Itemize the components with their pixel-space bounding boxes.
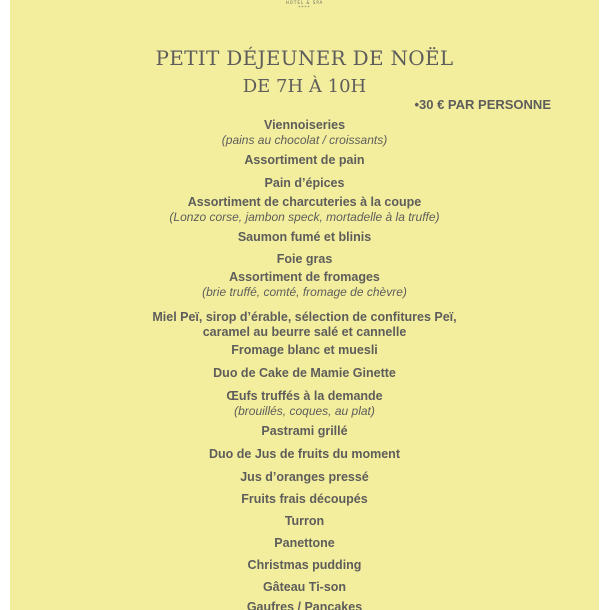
menu-item-name: Viennoiseries (263, 118, 346, 132)
hotel-rating: **** (298, 5, 311, 10)
menu-item-name-line2: caramel au beurre salé et cannelle (202, 325, 407, 339)
menu-item (10, 230, 599, 245)
hotel-name: HOTEL & SPA (285, 0, 324, 5)
menu-title: PETIT DÉJEUNER DE NOËL (155, 46, 454, 70)
menu-item (10, 536, 599, 551)
menu-item (10, 600, 599, 610)
menu-item-name: Gaufres / Pancakes (246, 600, 363, 610)
menu-item (10, 310, 599, 340)
menu-item (10, 153, 599, 168)
menu-item-name: Duo de Jus de fruits du moment (209, 447, 400, 461)
menu-item (10, 118, 599, 147)
menu-item-name: Panettone (274, 536, 335, 550)
menu-item-detail: (brie truffé, comté, fromage de chèvre) (202, 285, 407, 299)
menu-item (10, 366, 599, 381)
menu-item (10, 195, 599, 224)
menu-item-detail: (pains au chocolat / croissants) (221, 133, 388, 147)
menu-page (10, 0, 599, 610)
menu-item-name: Saumon fumé et blinis (237, 230, 372, 244)
menu-item (10, 252, 599, 267)
menu-item-name: Foie gras (276, 252, 333, 266)
menu-item-name: Miel Peï, sirop d’érable, sélection de confitures Peï, (152, 310, 457, 324)
menu-item-detail: (Lonzo corse, jambon speck, mortadelle à la truffe) (169, 210, 440, 224)
menu-item-name: Turron (284, 514, 325, 528)
menu-item (10, 424, 599, 439)
menu-item (10, 470, 599, 485)
menu-item-name: Duo de Cake de Mamie Ginette (213, 366, 396, 380)
menu-item-name: Pastrami grillé (261, 424, 348, 438)
menu-item-name: Assortiment de fromages (229, 270, 380, 284)
hotel-header (10, 0, 599, 11)
menu-item-name: Fromage blanc et muesli (231, 343, 378, 357)
menu-item-detail: (brouillés, coques, au plat) (234, 404, 375, 418)
menu-item (10, 492, 599, 507)
menu-item-name: Assortiment de charcuteries à la coupe (187, 195, 422, 209)
menu-item-name: Fruits frais découpés (241, 492, 368, 506)
menu-item (10, 270, 599, 299)
menu-hours: DE 7H À 10H (242, 76, 367, 97)
menu-item (10, 580, 599, 595)
menu-price: •30 € PAR PERSONNE (414, 97, 551, 112)
menu-item (10, 447, 599, 462)
menu-item-name: Œufs truffés à la demande (226, 389, 383, 403)
menu-item-name: Christmas pudding (247, 558, 362, 572)
menu-item (10, 176, 599, 191)
menu-item-name: Jus d’oranges pressé (240, 470, 369, 484)
menu-item (10, 514, 599, 529)
menu-item-name: Gâteau Ti-son (262, 580, 347, 594)
menu-item (10, 389, 599, 418)
menu-item (10, 343, 599, 358)
menu-item (10, 558, 599, 573)
menu-item-name: Assortiment de pain (244, 153, 365, 167)
menu-item-name: Pain d’épices (264, 176, 345, 190)
